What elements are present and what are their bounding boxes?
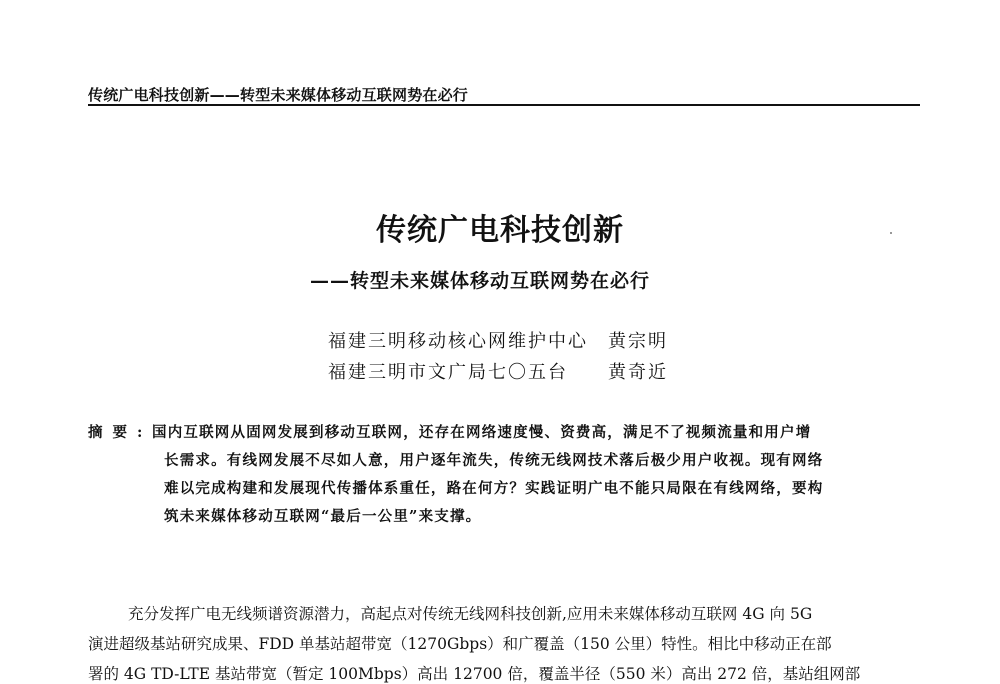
abstract-label: 摘要:	[88, 424, 153, 441]
abstract-line: 难以完成构建和发展现代传播体系重任，路在何方？实践证明广电不能只局限在有线网络，要构	[164, 480, 824, 497]
abstract-line: 国内互联网从固网发展到移动互联网，还存在网络速度慢、资费高，满足不了视频流量和用户增	[152, 424, 812, 441]
paper-subtitle: ——转型未来媒体移动互联网势在必行	[310, 270, 651, 292]
author-block	[328, 326, 668, 388]
author-line	[328, 357, 668, 388]
body-line: 充分发挥广电无线频谱资源潜力，高起点对传统无线网科技创新,应用未来媒体移动互联网 4G 向 5G	[128, 605, 813, 623]
abstract-text	[152, 419, 914, 531]
author-affiliation: 福建三明移动核心网维护中心	[328, 331, 588, 352]
abstract	[88, 419, 920, 531]
abstract-line: 筑未来媒体移动互联网“最后一公里”来支撑。	[164, 508, 482, 525]
body-line: 演进超级基站研究成果、FDD 单基站超带宽（1270Gbps）和广覆盖（150 公里）特性。相比中移动正在部	[88, 635, 832, 653]
header-rule	[88, 104, 920, 106]
body-line: 署的 4G TD-LTE 基站带宽（暂定 100Mbps）高出 12700 倍，覆盖半径（550 米）高出 272 倍，基站组网部	[88, 665, 861, 683]
author-line	[328, 326, 668, 357]
paper-title: 传统广电科技创新	[376, 213, 624, 248]
body-paragraph	[88, 599, 928, 684]
author-name: 黄宗明	[608, 331, 668, 352]
abstract-line: 长需求。有线网发展不尽如人意，用户逐年流失，传统无线网技术落后极少用户收视。现有网络	[164, 452, 824, 469]
author-affiliation: 福建三明市文广局七〇五台	[328, 362, 568, 383]
running-header: 传统广电科技创新——转型未来媒体移动互联网势在必行	[88, 86, 469, 104]
author-name: 黄奇近	[608, 362, 668, 383]
